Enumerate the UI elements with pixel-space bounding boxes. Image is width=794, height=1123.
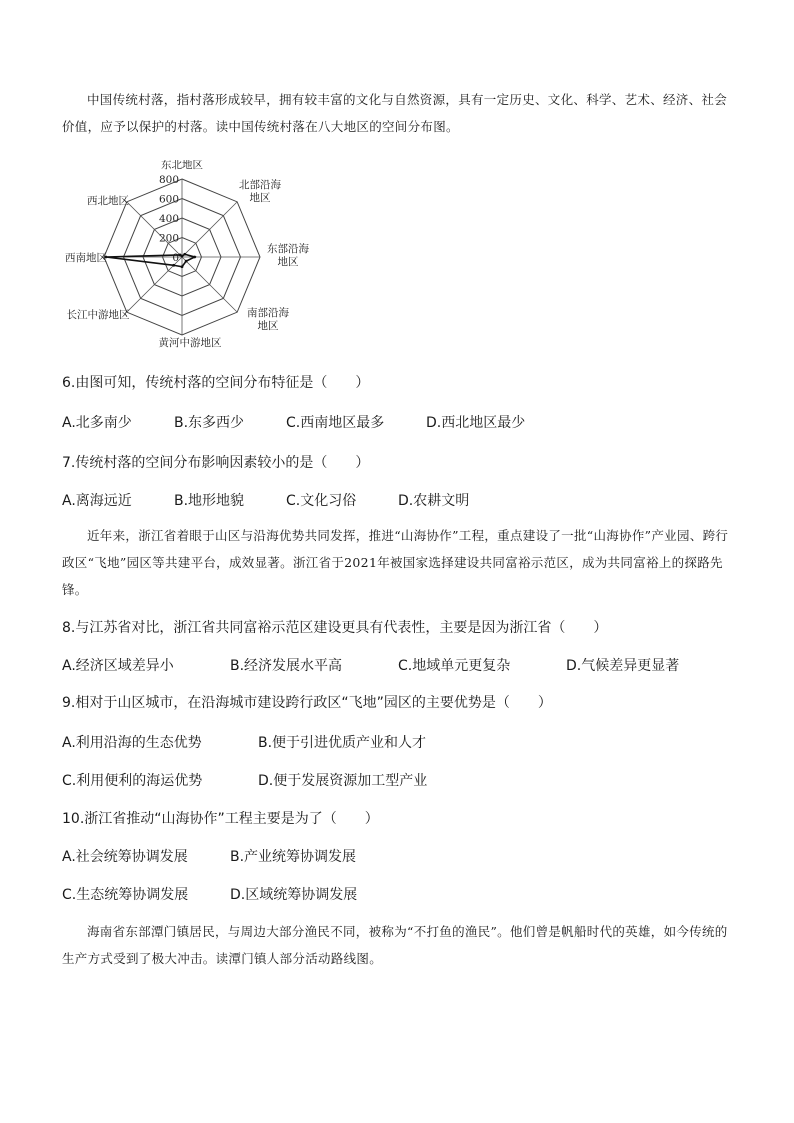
radar-tick-label-0: 0 [172,252,179,264]
q6-option-a[interactable]: A.北多南少 [62,415,132,431]
radar-axis-label-2: 北部沿海 [239,179,281,191]
q7-option-c[interactable]: C.文化习俗 [286,493,357,509]
radar-tick-label-800: 800 [158,174,179,186]
radar-data-point-2 [183,253,186,256]
radar-data-point-5 [181,265,184,268]
q7-option-b[interactable]: B.地形地貌 [174,493,245,509]
radar-axis-label-5: 黄河中游地区 [158,337,222,349]
radar-data-point-4 [185,260,188,263]
question-6-stem: 6.由图可知，传统村落的空间分布特征是（ ） [62,375,370,391]
q6-option-c[interactable]: C.西南地区最多 [286,415,385,431]
q10-option-d[interactable]: D.区域统筹协调发展 [230,887,358,903]
question-7-stem: 7.传统村落的空间分布影响因素较小的是（ ） [62,455,370,471]
q10-option-b[interactable]: B.产业统筹协调发展 [230,849,357,865]
radar-chart-villages [60,160,310,355]
radar-tick-label-600: 600 [158,193,179,206]
q8-option-d[interactable]: D.气候差异更显著 [566,658,680,674]
radar-data-point-8 [179,254,182,257]
radar-axis-label-1: 东北地区 [161,160,203,171]
radar-axis-label-7: 西南地区 [65,252,107,264]
question-9-stem: 9.相对于山区城市，在沿海城市建设跨行政区“飞地”园区的主要优势是（ ） [62,695,552,711]
q9-option-b[interactable]: B.便于引进优质产业和人才 [258,735,427,751]
q8-option-c[interactable]: C.地域单元更复杂 [398,658,511,674]
radar-data-point-3 [193,256,196,259]
q10-option-a[interactable]: A.社会统筹协调发展 [62,849,188,865]
question-8-stem: 8.与江苏省对比，浙江省共同富裕示范区建设更具有代表性，主要是因为浙江省（ ） [62,620,608,636]
radar-axis-label-3-line2: 地区 [277,256,299,268]
q8-option-b[interactable]: B.经济发展水平高 [230,658,343,674]
q9-option-a[interactable]: A.利用沿海的生态优势 [62,735,202,751]
radar-axis-label-8: 西北地区 [87,195,129,207]
q7-option-d[interactable]: D.农耕文明 [398,493,470,509]
radar-data-point-6 [172,264,175,267]
intro-passage-zhejiang: 近年来，浙江省着眼于山区与沿海优势共同发挥，推进“山海协作”工程，重点建设了一批“山海协作”产业园、跨行政区“飞地”园区等共建平台，成效显著。浙江省于2021年被国家选择建设共同富裕示范区，成为共同富裕上的探路先锋。 [62,528,729,597]
question-10-stem: 10.浙江省推动“山海协作”工程主要是为了（ ） [62,811,379,827]
radar-axis-label-6: 长江中游地区 [66,309,130,321]
q8-option-a[interactable]: A.经济区域差异小 [62,658,174,674]
radar-axis-label-4-line2: 地区 [257,320,279,332]
intro-passage-tanmen: 海南省东部潭门镇居民，与周边大部分渔民不同，被称为“不打鱼的渔民”。他们曾是帆船时代的英雄，如今传统的生产方式受到了极大冲击。读潭门镇人部分活动路线图。 [62,924,728,966]
radar-axis-label-3: 东部沿海 [267,243,309,255]
q9-option-d[interactable]: D.便于发展资源加工型产业 [258,773,428,789]
q6-option-b[interactable]: B.东多西少 [174,415,245,431]
radar-tick-label-200: 200 [158,232,179,245]
q9-option-c[interactable]: C.利用便利的海运优势 [62,773,203,789]
radar-axis-label-4: 南部沿海 [247,307,289,319]
radar-tick-label-400: 400 [158,213,179,225]
radar-axis-label-2-line2: 地区 [249,192,271,204]
q10-option-c[interactable]: C.生态统筹协调发展 [62,887,189,903]
q7-option-a[interactable]: A.离海远近 [62,493,132,509]
intro-passage-villages: 中国传统村落，指村落形成较早，拥有较丰富的文化与自然资源，具有一定历史、文化、科学、艺术、经济、社会价值，应予以保护的村落。读中国传统村落在八大地区的空间分布图。 [62,92,728,134]
q6-option-d[interactable]: D.西北地区最少 [426,415,526,431]
